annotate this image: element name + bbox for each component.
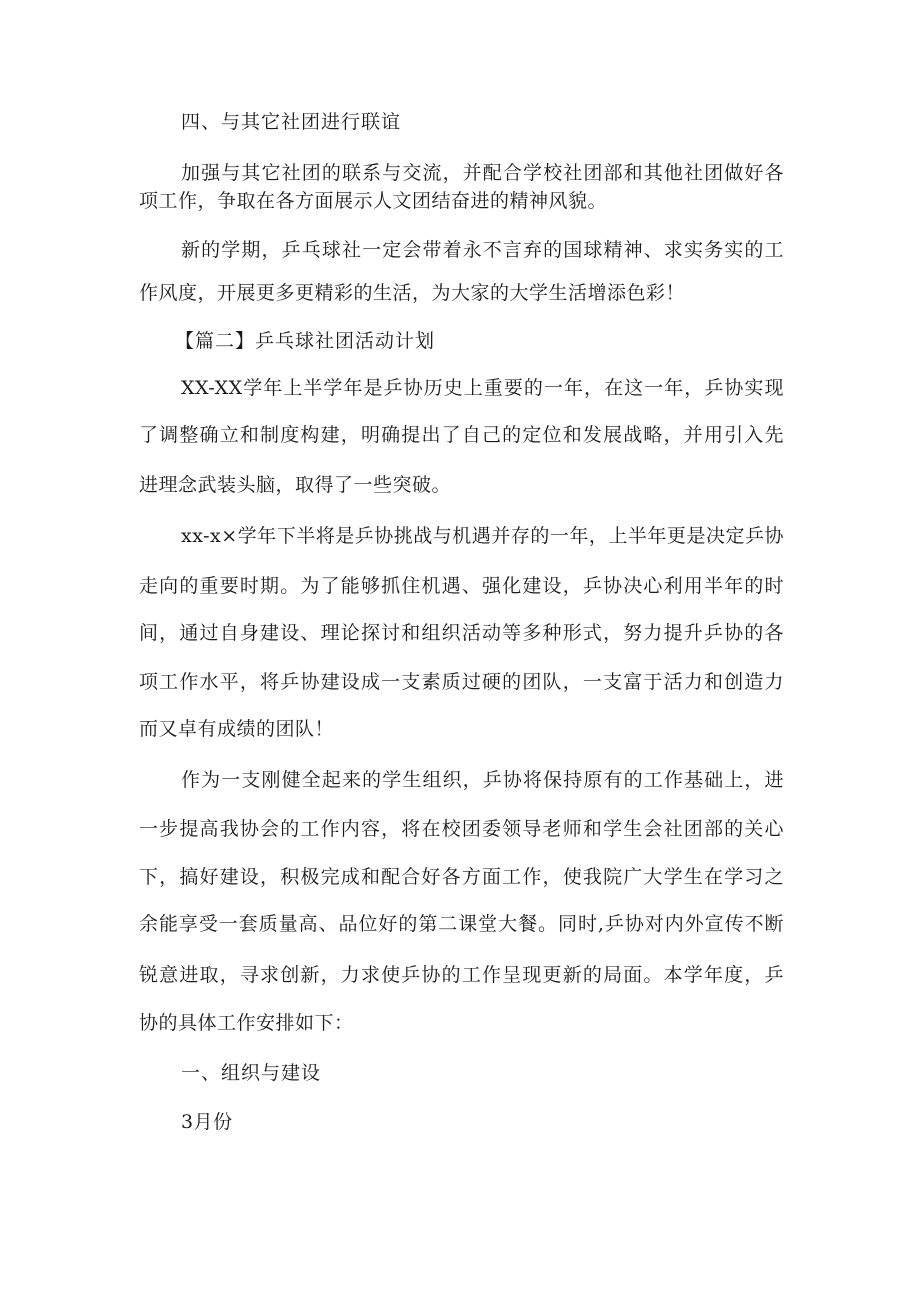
paragraph-line: XX-XX学年上半学年是乒协历史上重要的一年，在这一年，乒协实现: [181, 377, 784, 399]
paragraph-line: 了调整确立和制度构建，明确提出了自己的定位和发展战略，并用引入先: [139, 424, 784, 446]
paragraph-line: 走向的重要时期。为了能够抓住机遇、强化建设，乒协决心利用半年的时: [139, 575, 784, 597]
paragraph-line: 一步提高我协会的工作内容，将在校团委领导老师和学生会社团部的关心: [139, 818, 784, 840]
paragraph-line: 锐意进取，寻求创新，力求使乒协的工作呈现更新的局面。本学年度，乒: [139, 964, 784, 986]
paragraph-line: 下，搞好建设，积极完成和配合好各方面工作，使我院广大学生在学习之: [139, 866, 784, 888]
paragraph-line: 进理念武装头脑，取得了一些突破。: [139, 474, 452, 496]
paragraph-line: 加强与其它社团的联系与交流，并配合学校社团部和其他社团做好各: [181, 162, 784, 184]
section-heading-1: 一、组织与建设: [181, 1062, 322, 1084]
paragraph-line: 余能享受一套质量高、品位好的第二课堂大餐。同时,乒协对内外宣传不断: [139, 913, 784, 935]
paragraph-line: 项工作，争取在各方面展示人文团结奋进的精神风貌。: [139, 190, 608, 212]
paragraph-line: 间，通过自身建设、理论探讨和组织活动等多种形式，努力提升乒协的各: [139, 622, 784, 644]
month-label: 3月份: [181, 1111, 233, 1133]
paragraph-line: xx-x×学年下半将是乒协挑战与机遇并存的一年，上半年更是决定乒协: [181, 525, 784, 547]
paragraph-line: 项工作水平，将乒协建设成一支素质过硬的团队，一支富于活力和创造力: [139, 671, 784, 693]
paragraph-line: 协的具体工作安排如下：: [139, 1012, 354, 1034]
section-heading-4: 四、与其它社团进行联谊: [181, 111, 402, 133]
paragraph-line: 新的学期，乒乓球社一定会带着永不言弃的国球精神、求实务实的工: [181, 239, 784, 261]
paragraph-line: 而又卓有成绩的团队！: [139, 718, 335, 740]
paragraph-line: 作风度，开展更多更精彩的生活，为大家的大学生活增添色彩！: [139, 282, 686, 304]
part-title: 【篇二】乒乓球社团活动计划: [175, 330, 436, 352]
paragraph-line: 作为一支刚健全起来的学生组织，乒协将保持原有的工作基础上，进: [181, 769, 784, 791]
